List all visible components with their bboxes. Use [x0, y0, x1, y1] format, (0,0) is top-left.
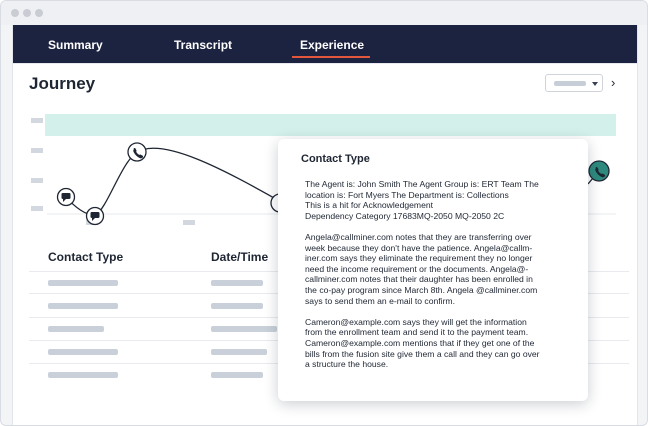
- popover-line: from the enrollment team and send it to the payment team.: [305, 327, 529, 338]
- popover-line: bills from the fusion site give them a call and they can go over: [305, 348, 540, 359]
- popover-line: Angela@callminer.com notes that they are transferring over: [305, 231, 532, 242]
- window-dot: [11, 9, 19, 17]
- table-cell-placeholder: [48, 303, 118, 309]
- chat-icon[interactable]: [87, 208, 104, 225]
- popover-paragraph: [305, 232, 575, 306]
- popover-title: Contact Type: [301, 153, 370, 165]
- y-tick-placeholder: [31, 178, 43, 183]
- popover-line: the co-pay program since March 8th. Angela @callminer.com: [305, 284, 538, 295]
- contact-type-popover: [278, 139, 588, 401]
- popover-line: This is a hit for Acknowledgement: [305, 200, 434, 211]
- popover-line: week because they don't have the patience. Angela@callm-: [305, 242, 533, 253]
- popover-line: Cameron@example.com mentions that if they get one of the: [305, 337, 535, 348]
- table-cell-placeholder: [48, 280, 118, 286]
- popover-line: need the income requirement or the documents. Angela@-: [305, 263, 529, 274]
- popover-line: says to send them an e-mail to confirm.: [305, 295, 455, 306]
- y-tick-placeholder: [31, 148, 43, 153]
- active-tab-indicator: [292, 56, 370, 58]
- top-nav: [13, 25, 638, 63]
- popover-line: location is: Fort Myers The Department is: Collections: [305, 189, 509, 200]
- window-dot: [35, 9, 43, 17]
- y-tick-placeholder: [31, 206, 43, 211]
- journey-filter-dropdown[interactable]: [545, 74, 603, 92]
- popover-line: a structure the house.: [305, 359, 389, 370]
- popover-line: callminer.com notes that their daughter has been enrolled in: [305, 274, 533, 285]
- table-cell-placeholder: [48, 349, 118, 355]
- x-tick-placeholder: [183, 220, 195, 225]
- phone-icon-active[interactable]: [589, 161, 609, 181]
- window-dot: [23, 9, 31, 17]
- chevron-down-icon: [592, 82, 598, 86]
- tab-transcript[interactable]: Transcript: [174, 38, 233, 52]
- y-tick-placeholder: [31, 118, 43, 123]
- column-header-date-time[interactable]: Date/Time: [211, 250, 269, 264]
- table-cell-placeholder: [48, 372, 118, 378]
- popover-line: Dependency Category 17683MQ-2050 MQ-2050 2C: [305, 210, 505, 221]
- popover-body: [305, 179, 575, 380]
- tab-experience[interactable]: Experience: [300, 38, 365, 52]
- column-header-contact-type[interactable]: Contact Type: [48, 250, 124, 264]
- chevron-right-icon[interactable]: ›: [611, 75, 616, 90]
- popover-line: The Agent is: John Smith The Agent Group is: ERT Team The: [305, 179, 539, 189]
- table-cell-placeholder: [211, 303, 263, 309]
- table-cell-placeholder: [211, 372, 263, 378]
- table-cell-placeholder: [211, 280, 263, 286]
- popover-line: iner.com says they eliminate the requirement they no longer: [305, 253, 533, 264]
- dropdown-value-placeholder: [554, 81, 586, 86]
- table-cell-placeholder: [48, 326, 104, 332]
- popover-paragraph: [305, 317, 575, 370]
- browser-chrome: [1, 1, 648, 25]
- chart-highlight-band: [45, 114, 616, 136]
- phone-icon[interactable]: [128, 143, 146, 161]
- popover-paragraph: [305, 179, 575, 221]
- table-cell-placeholder: [211, 349, 267, 355]
- chat-icon[interactable]: [58, 189, 75, 206]
- journey-line: [66, 148, 288, 216]
- table-cell-placeholder: [211, 326, 277, 332]
- popover-line: Cameron@example.com says they will get the information: [305, 316, 527, 327]
- page-title: Journey: [29, 74, 96, 93]
- app-window: [12, 25, 638, 426]
- header-divider: [13, 63, 638, 64]
- tab-summary[interactable]: Summary: [48, 38, 103, 52]
